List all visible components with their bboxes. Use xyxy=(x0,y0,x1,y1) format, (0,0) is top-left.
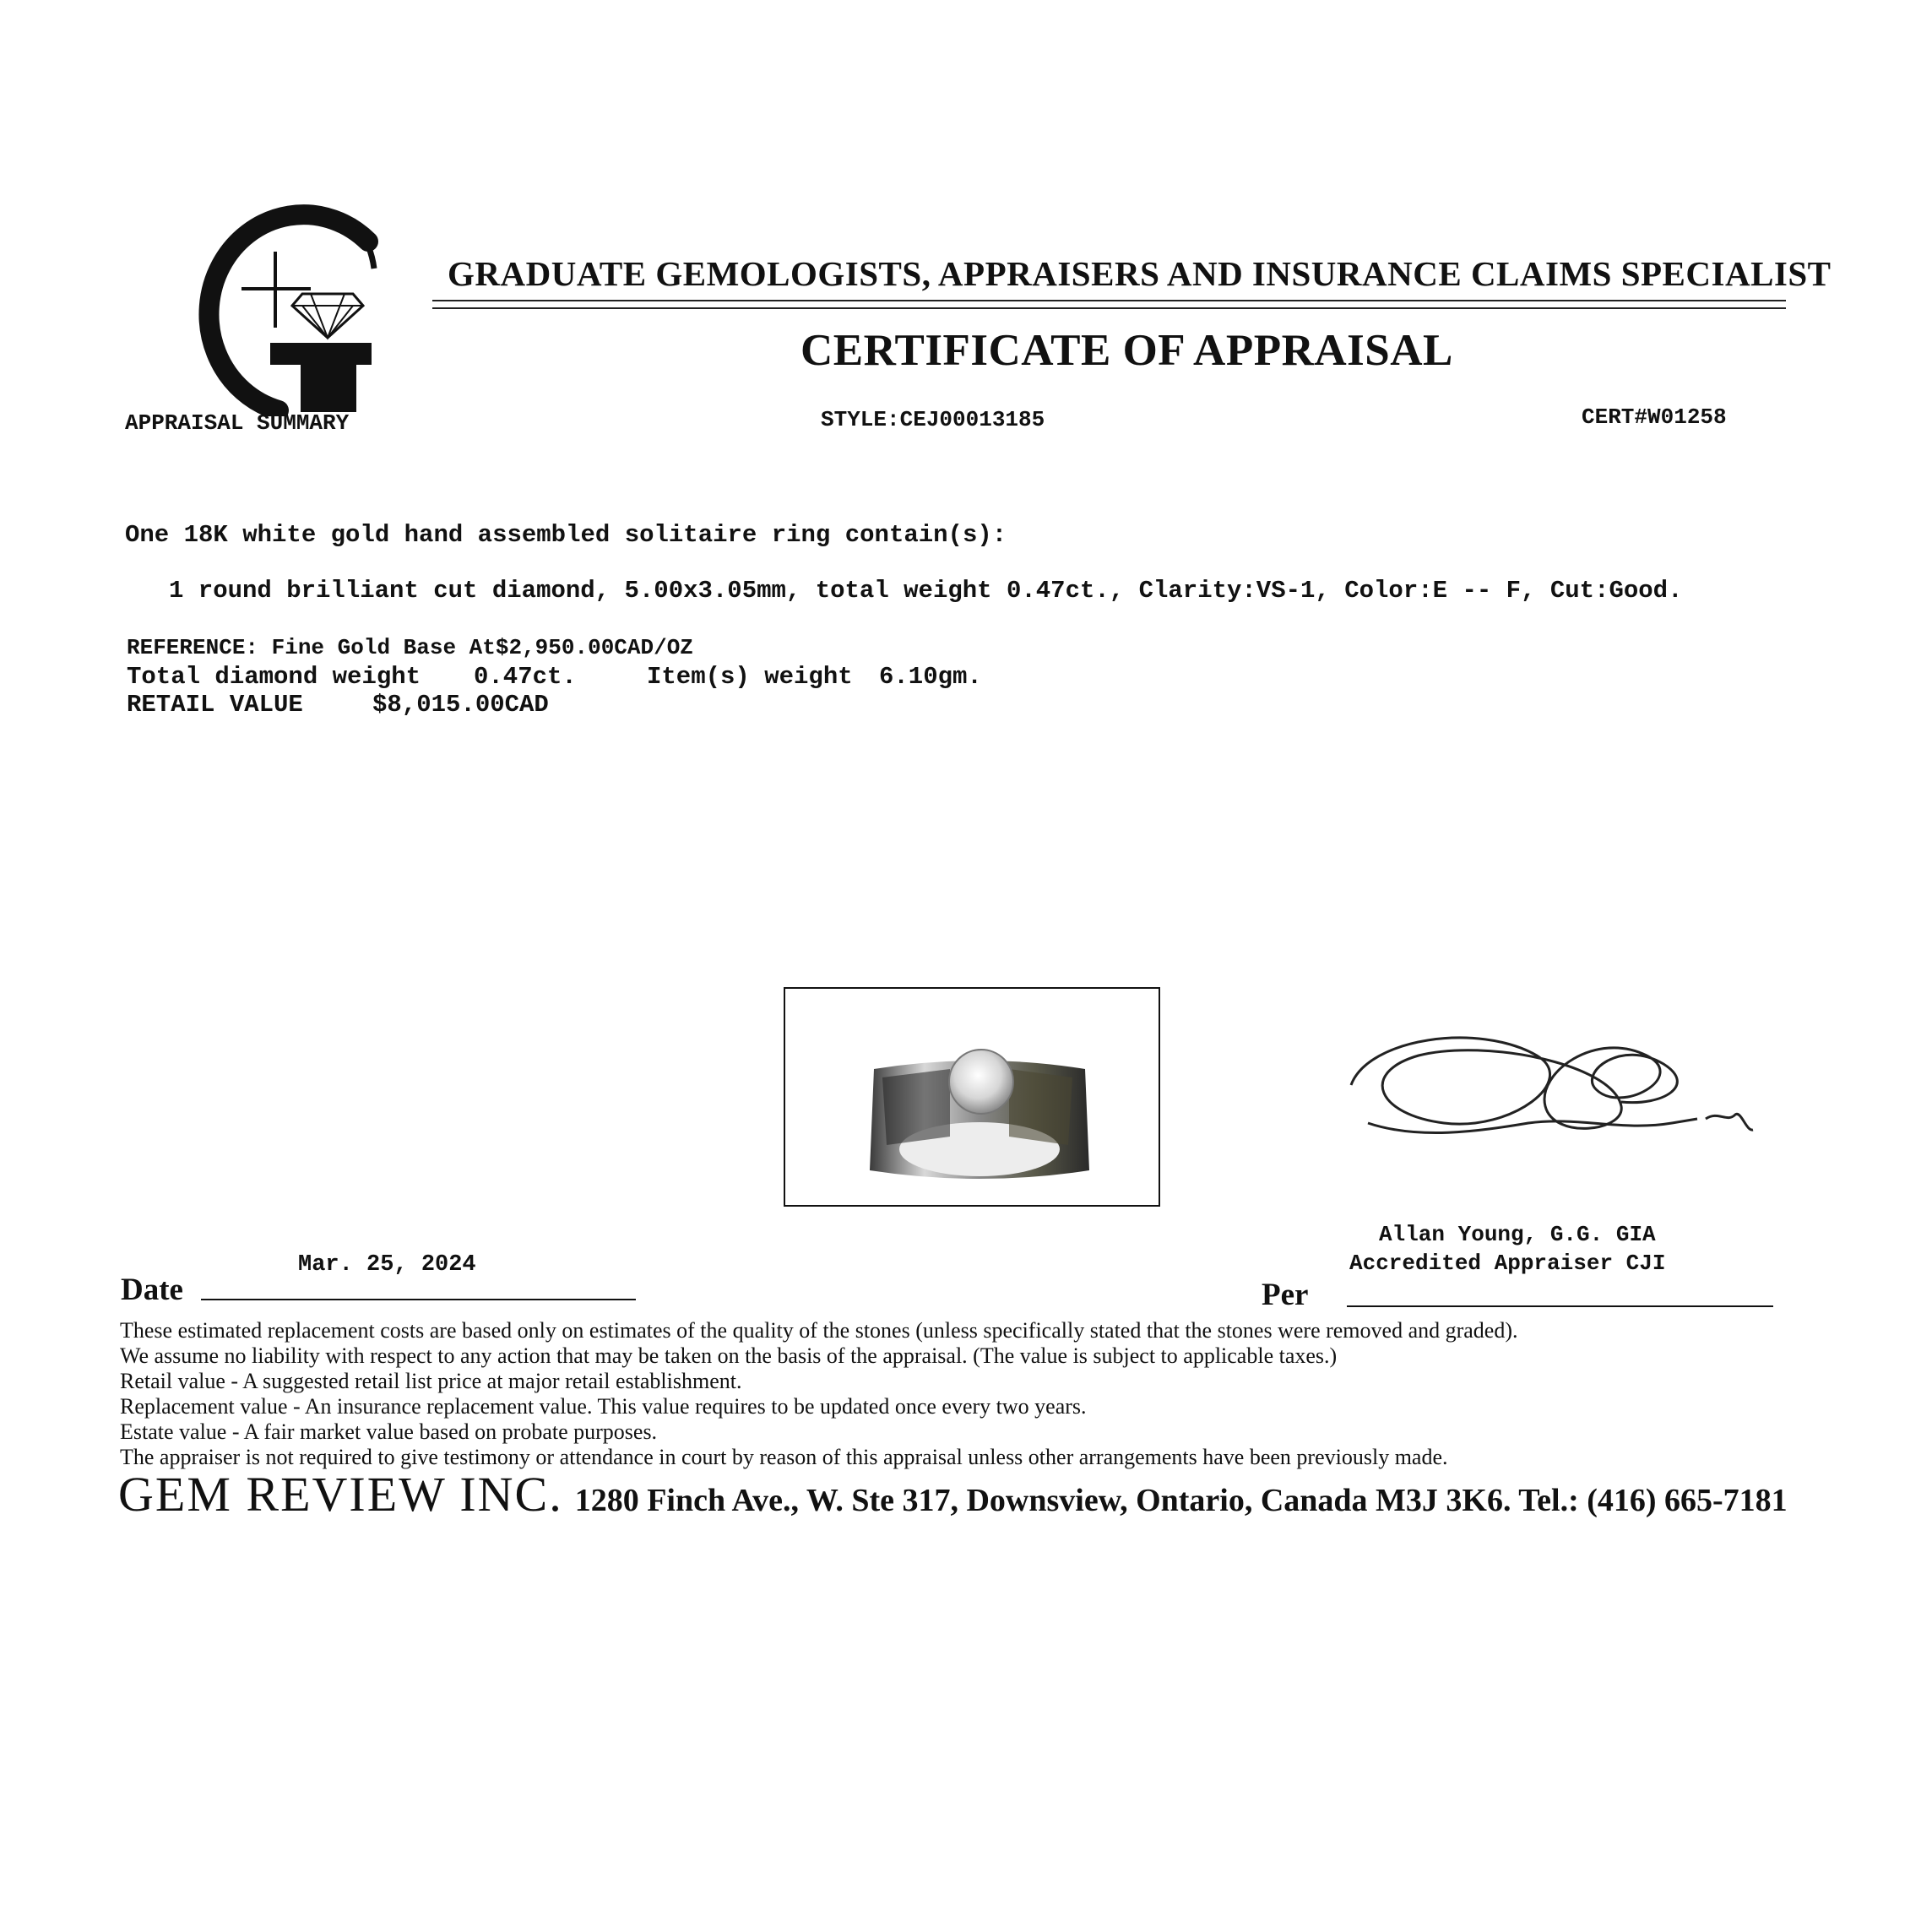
disclaimer-line: Replacement value - An insurance replacement value. This value requires to be updated once every two years. xyxy=(120,1394,1087,1419)
ring-photo-frame xyxy=(784,987,1160,1207)
item-description: One 18K white gold hand assembled solitaire ring contain(s): xyxy=(125,521,1007,549)
retail-value-amount: $8,015.00CAD xyxy=(372,691,549,719)
appraiser-title: Accredited Appraiser CJI xyxy=(1349,1251,1666,1276)
company-footer xyxy=(118,1466,1788,1522)
date-label: Date xyxy=(121,1273,183,1307)
diamond-description: 1 round brilliant cut diamond, 5.00x3.05mm, total weight 0.47ct., Clarity:VS-1, Color:E -- F, Cut:Good. xyxy=(169,577,1683,605)
item-weight-label: Item(s) weight xyxy=(647,663,853,691)
retail-value-label: RETAIL VALUE xyxy=(127,691,303,719)
gem-logo-icon xyxy=(184,201,378,416)
certificate-title: CERTIFICATE OF APPRAISAL xyxy=(800,326,1453,375)
disclaimer-line: Estate value - A fair market value based on probate purposes. xyxy=(120,1419,658,1444)
disclaimer-line: The appraiser is not required to give testimony or attendance in court by reason of this appraisal unless other arrangements have been previously made. xyxy=(120,1445,1448,1469)
header-rule-top xyxy=(432,300,1786,301)
header-rule-bottom xyxy=(432,307,1786,309)
signature-line xyxy=(1347,1305,1773,1307)
appraisal-summary-label: APPRAISAL SUMMARY xyxy=(125,410,350,436)
date-line xyxy=(201,1299,636,1300)
appraiser-signature xyxy=(1343,1005,1756,1165)
certificate-number: CERT#W01258 xyxy=(1582,404,1727,430)
organization-heading: GRADUATE GEMOLOGISTS, APPRAISERS AND INSURANCE CLAIMS SPECIALIST xyxy=(448,254,1832,293)
disclaimer-line: We assume no liability with respect to any action that may be taken on the basis of the appraisal. (The value is subject to applicable taxes.) xyxy=(120,1343,1338,1368)
date-value: Mar. 25, 2024 xyxy=(298,1252,476,1278)
per-label: Per xyxy=(1262,1278,1309,1312)
gold-reference: REFERENCE: Fine Gold Base At$2,950.00CAD/OZ xyxy=(127,635,693,660)
company-name: GEM REVIEW INC. xyxy=(118,1467,563,1522)
ring-photo xyxy=(866,1044,1094,1187)
appraiser-name: Allan Young, G.G. GIA xyxy=(1379,1222,1656,1247)
company-address: 1280 Finch Ave., W. Ste 317, Downsview, Ontario, Canada M3J 3K6. Tel.: (416) 665-7181 xyxy=(574,1483,1788,1518)
disclaimer xyxy=(120,1318,1518,1470)
total-diamond-weight-value: 0.47ct. xyxy=(474,663,577,691)
disclaimer-line: These estimated replacement costs are based only on estimates of the quality of the stones (unless specifically stated that the stones were removed and graded). xyxy=(120,1318,1518,1343)
total-diamond-weight-label: Total diamond weight xyxy=(127,663,421,691)
item-weight-value: 6.10gm. xyxy=(879,663,982,691)
disclaimer-line: Retail value - A suggested retail list price at major retail establishment. xyxy=(120,1369,742,1393)
style-number: STYLE:CEJ00013185 xyxy=(821,407,1045,432)
